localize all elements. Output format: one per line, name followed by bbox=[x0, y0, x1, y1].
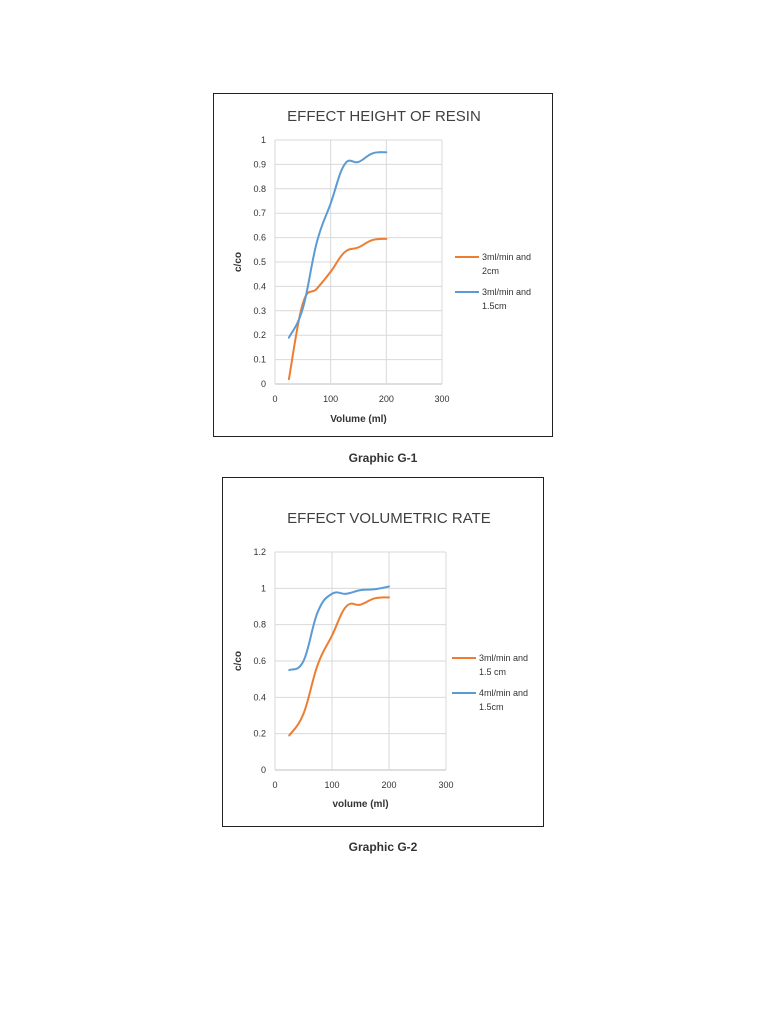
y-tick-label: 0.6 bbox=[253, 232, 266, 243]
legend-label: 2cm bbox=[482, 266, 500, 276]
x-axis-label: Volume (ml) bbox=[330, 414, 387, 425]
legend-label: 1.5cm bbox=[479, 702, 504, 712]
y-tick-label: 0.5 bbox=[253, 257, 266, 267]
x-tick-label: 200 bbox=[378, 394, 394, 404]
chart-effect-height-of-resin bbox=[213, 93, 553, 437]
y-tick-label: 0.6 bbox=[253, 656, 266, 666]
legend-label: 3ml/min and bbox=[479, 653, 529, 663]
y-tick-label: 0.8 bbox=[253, 183, 266, 194]
x-tick-label: 200 bbox=[381, 780, 397, 790]
y-tick-label: 0.1 bbox=[253, 354, 266, 365]
x-tick-label: 300 bbox=[438, 780, 454, 790]
y-tick-label: 0.9 bbox=[253, 159, 266, 170]
y-tick-label: 1 bbox=[260, 583, 266, 594]
y-tick-label: 0 bbox=[260, 379, 266, 389]
y-tick-label: 1 bbox=[260, 135, 266, 145]
chart-title: EFFECT VOLUMETRIC RATE bbox=[287, 510, 491, 527]
chart-effect-volumetric-rate bbox=[222, 477, 544, 827]
legend-label: 4ml/min and bbox=[479, 688, 529, 698]
y-tick-label: 0 bbox=[260, 765, 266, 775]
y-tick-label: 0.4 bbox=[253, 281, 266, 292]
legend-label: 1.5cm bbox=[482, 301, 507, 311]
x-tick-label: 100 bbox=[324, 780, 340, 790]
y-axis-label: c/co bbox=[233, 650, 244, 672]
y-tick-label: 0.3 bbox=[253, 305, 266, 316]
x-tick-label: 0 bbox=[272, 394, 278, 404]
legend-label: 3ml/min and bbox=[482, 252, 532, 262]
x-tick-label: 0 bbox=[272, 780, 278, 790]
legend-label: 1.5 cm bbox=[479, 667, 507, 677]
y-tick-label: 1.2 bbox=[253, 547, 266, 557]
caption-graphic-g2: Graphic G-2 bbox=[348, 840, 418, 854]
x-tick-label: 300 bbox=[434, 394, 450, 404]
x-tick-label: 100 bbox=[323, 394, 339, 404]
x-axis-label: volume (ml) bbox=[332, 799, 389, 810]
y-tick-label: 0.8 bbox=[253, 619, 266, 630]
series-line-1 bbox=[289, 597, 389, 735]
y-tick-label: 0.2 bbox=[253, 728, 266, 739]
y-axis-label: c/co bbox=[233, 251, 244, 273]
y-tick-label: 0.2 bbox=[253, 330, 266, 341]
legend-label: 3ml/min and bbox=[482, 287, 532, 297]
caption-graphic-g1: Graphic G-1 bbox=[348, 451, 418, 465]
y-tick-label: 0.4 bbox=[253, 692, 266, 703]
chart-svg-1 bbox=[214, 94, 554, 438]
series-line-2 bbox=[289, 152, 386, 337]
chart-svg-2 bbox=[223, 478, 545, 828]
chart-title: EFFECT HEIGHT OF RESIN bbox=[287, 108, 481, 125]
y-tick-label: 0.7 bbox=[253, 208, 266, 219]
